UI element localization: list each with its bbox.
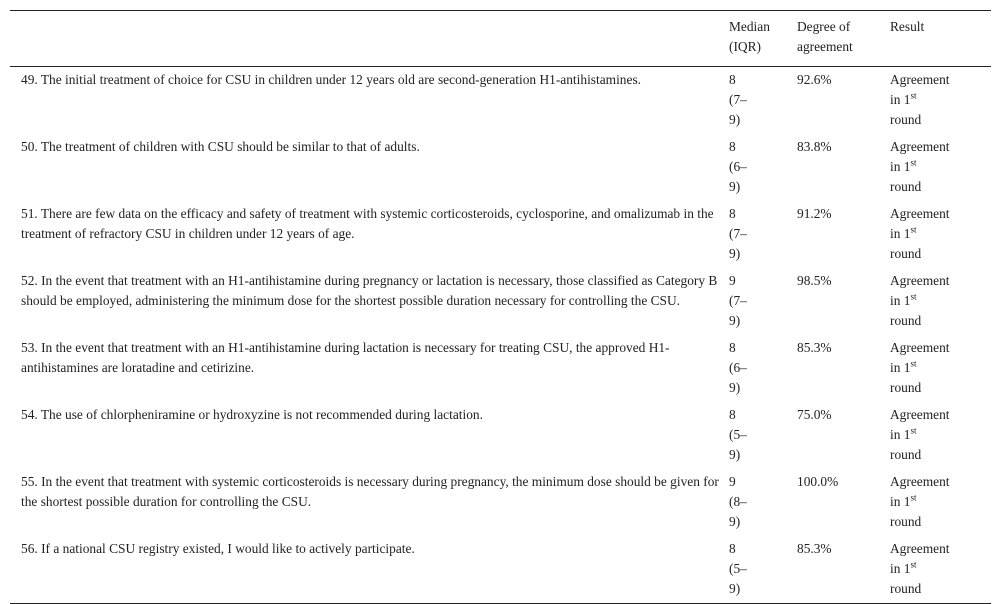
statement-cell	[10, 536, 729, 604]
result-line3: round	[890, 179, 922, 194]
iqr-close: 9)	[729, 246, 741, 261]
statement-text: 56. If a national CSU registry existed, I would like to actively participate.	[21, 541, 415, 556]
degree-cell	[797, 268, 890, 335]
iqr-close: 9)	[729, 447, 741, 462]
statement-text: 53. In the event that treatment with an H1-antihistamine during lactation is necessary for treating CSU, the approved H1-antihistamines are loratadine and cetirizine.	[21, 340, 670, 375]
degree-value: 85.3%	[797, 541, 832, 556]
result-line3: round	[890, 313, 922, 328]
statement-text: 54. The use of chlorpheniramine or hydroxyzine is not recommended during lactation.	[21, 407, 483, 422]
iqr-open: (5–	[729, 561, 747, 576]
result-in-first: in 1	[890, 159, 911, 174]
table-row	[10, 67, 991, 135]
statement-text: 50. The treatment of children with CSU should be similar to that of adults.	[21, 139, 420, 154]
median-value: 8	[729, 541, 736, 556]
result-line2	[890, 291, 991, 311]
result-cell	[890, 134, 991, 201]
degree-cell	[797, 134, 890, 201]
iqr-close: 9)	[729, 179, 741, 194]
statement-cell	[10, 335, 729, 402]
statement-text: 55. In the event that treatment with systemic corticosteroids is necessary during pregnancy, the minimum dose should be given for the shortest possible duration for controlling the CSU.	[21, 474, 719, 509]
result-line2	[890, 224, 991, 244]
table-header	[10, 11, 991, 67]
result-cell	[890, 402, 991, 469]
degree-cell	[797, 335, 890, 402]
table-row	[10, 134, 991, 201]
table-row	[10, 335, 991, 402]
result-ordinal-suffix: st	[910, 559, 917, 570]
median-cell	[729, 402, 797, 469]
result-line1: Agreement	[890, 541, 950, 556]
header-degree-line1: Degree of	[797, 19, 851, 34]
degree-cell	[797, 201, 890, 268]
iqr-close: 9)	[729, 112, 741, 127]
statement-cell	[10, 402, 729, 469]
iqr-close: 9)	[729, 581, 741, 596]
result-line1: Agreement	[890, 72, 950, 87]
result-in-first: in 1	[890, 360, 911, 375]
statement-cell	[10, 268, 729, 335]
statement-text: 52. In the event that treatment with an H1-antihistamine during pregnancy or lactation is necessary, those classified as Category B should be employed, administering the minimum dose for the shortest possible duration necessary for controlling the CSU.	[21, 273, 718, 308]
result-line1: Agreement	[890, 273, 950, 288]
median-value: 8	[729, 206, 736, 221]
iqr-open: (6–	[729, 159, 747, 174]
result-line2	[890, 157, 991, 177]
result-line3: round	[890, 514, 922, 529]
result-line2	[890, 559, 991, 579]
result-in-first: in 1	[890, 561, 911, 576]
iqr-open: (7–	[729, 92, 747, 107]
degree-value: 92.6%	[797, 72, 832, 87]
result-ordinal-suffix: st	[910, 358, 917, 369]
iqr-open: (7–	[729, 226, 747, 241]
result-in-first: in 1	[890, 92, 911, 107]
result-in-first: in 1	[890, 427, 911, 442]
median-cell	[729, 67, 797, 135]
median-cell	[729, 268, 797, 335]
result-ordinal-suffix: st	[910, 492, 917, 503]
table-row	[10, 536, 991, 604]
result-in-first: in 1	[890, 226, 911, 241]
table-row	[10, 402, 991, 469]
degree-value: 98.5%	[797, 273, 832, 288]
statement-cell	[10, 201, 729, 268]
header-median-line1: Median	[729, 19, 770, 34]
degree-cell	[797, 402, 890, 469]
result-ordinal-suffix: st	[910, 157, 917, 168]
result-cell	[890, 268, 991, 335]
median-value: 9	[729, 273, 736, 288]
result-in-first: in 1	[890, 494, 911, 509]
result-line3: round	[890, 246, 922, 261]
result-line1: Agreement	[890, 139, 950, 154]
iqr-close: 9)	[729, 313, 741, 328]
result-ordinal-suffix: st	[910, 425, 917, 436]
degree-value: 85.3%	[797, 340, 832, 355]
result-line3: round	[890, 380, 922, 395]
iqr-close: 9)	[729, 514, 741, 529]
header-median	[729, 11, 797, 67]
iqr-open: (6–	[729, 360, 747, 375]
degree-value: 91.2%	[797, 206, 832, 221]
header-median-line2: (IQR)	[729, 39, 761, 54]
median-value: 8	[729, 139, 736, 154]
result-ordinal-suffix: st	[910, 224, 917, 235]
median-value: 8	[729, 72, 736, 87]
result-line2	[890, 492, 991, 512]
statement-text: 51. There are few data on the efficacy and safety of treatment with systemic corticosteroids, cyclosporine, and omalizumab in the treatment of refractory CSU in children under 12 years of age.	[21, 206, 714, 241]
degree-cell	[797, 469, 890, 536]
result-line1: Agreement	[890, 407, 950, 422]
consensus-table	[10, 10, 991, 604]
result-line3: round	[890, 581, 922, 596]
statement-cell	[10, 469, 729, 536]
result-line3: round	[890, 447, 922, 462]
header-degree-line2: agreement	[797, 39, 853, 54]
result-cell	[890, 536, 991, 604]
result-ordinal-suffix: st	[910, 90, 917, 101]
iqr-close: 9)	[729, 380, 741, 395]
table-row	[10, 469, 991, 536]
median-cell	[729, 469, 797, 536]
result-line2	[890, 358, 991, 378]
statement-cell	[10, 67, 729, 135]
median-cell	[729, 134, 797, 201]
table-row	[10, 268, 991, 335]
median-cell	[729, 335, 797, 402]
median-value: 8	[729, 407, 736, 422]
iqr-open: (7–	[729, 293, 747, 308]
result-ordinal-suffix: st	[910, 291, 917, 302]
degree-value: 100.0%	[797, 474, 839, 489]
result-line2	[890, 425, 991, 445]
degree-value: 83.8%	[797, 139, 832, 154]
table-body	[10, 67, 991, 604]
result-cell	[890, 67, 991, 135]
degree-cell	[797, 536, 890, 604]
median-value: 8	[729, 340, 736, 355]
header-result: Result	[890, 11, 991, 67]
header-statement	[10, 11, 729, 67]
result-cell	[890, 335, 991, 402]
median-value: 9	[729, 474, 736, 489]
iqr-open: (8–	[729, 494, 747, 509]
result-line1: Agreement	[890, 206, 950, 221]
result-cell	[890, 469, 991, 536]
iqr-open: (5–	[729, 427, 747, 442]
header-degree	[797, 11, 890, 67]
result-line3: round	[890, 112, 922, 127]
table-row	[10, 201, 991, 268]
result-in-first: in 1	[890, 293, 911, 308]
result-line2	[890, 90, 991, 110]
degree-value: 75.0%	[797, 407, 832, 422]
header-row	[10, 11, 991, 67]
median-cell	[729, 536, 797, 604]
median-cell	[729, 201, 797, 268]
result-line1: Agreement	[890, 474, 950, 489]
degree-cell	[797, 67, 890, 135]
statement-cell	[10, 134, 729, 201]
statement-text: 49. The initial treatment of choice for CSU in children under 12 years old are second-generation H1-antihistamines.	[21, 72, 641, 87]
result-line1: Agreement	[890, 340, 950, 355]
result-cell	[890, 201, 991, 268]
